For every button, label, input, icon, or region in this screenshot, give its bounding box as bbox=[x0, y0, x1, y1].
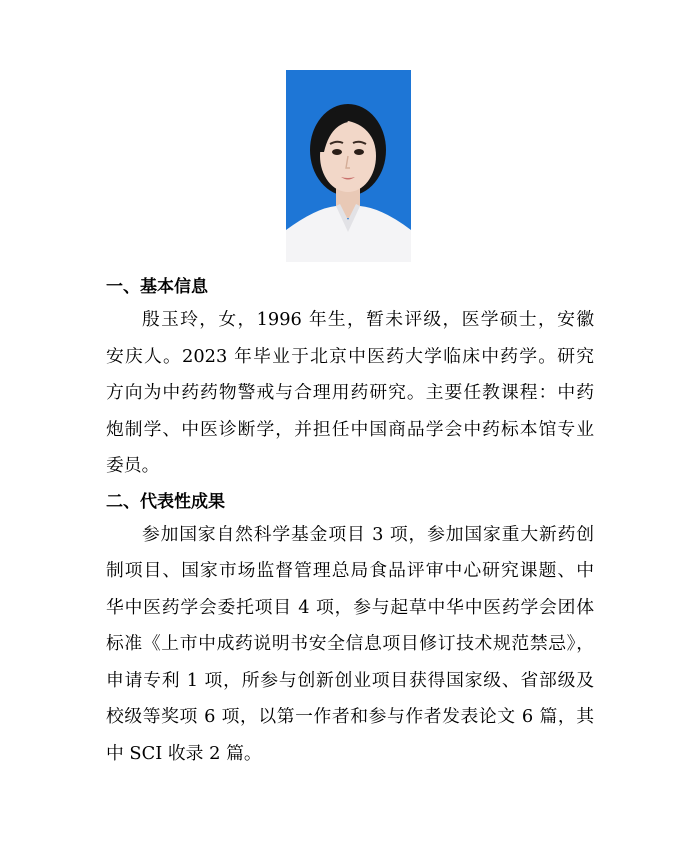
paragraph-line: 校级等奖项 6 项，以第一作者和参与作者发表论文 6 篇，其 bbox=[106, 706, 594, 727]
basic-info-paragraph bbox=[106, 302, 594, 485]
paragraph-line: 标准《上市中成药说明书安全信息项目修订技术规范禁忌》， bbox=[106, 633, 594, 654]
paragraph-line: 申请专利 1 项，所参与创新创业项目获得国家级、省部级及 bbox=[106, 669, 594, 691]
paragraph-line: 华中医药学会委托项目 4 项，参与起草中华中医药学会团体 bbox=[106, 596, 594, 618]
portrait-illustration bbox=[286, 70, 411, 262]
achievements-paragraph bbox=[106, 517, 594, 773]
paragraph-line: 炮制学、中医诊断学，并担任中国商品学会中药标本馆专业 bbox=[106, 418, 594, 440]
section-heading-achievements: 二、代表性成果 bbox=[106, 491, 225, 512]
paragraph-line: 制项目、国家市场监督管理总局食品评审中心研究课题、中 bbox=[106, 560, 594, 581]
section-heading-basic-info: 一、基本信息 bbox=[106, 277, 208, 297]
paragraph-line: 殷玉玲，女，1996 年生，暂未评级，医学硕士，安徽 bbox=[142, 309, 594, 330]
paragraph-line: 方向为中药药物警戒与合理用药研究。主要任教课程：中药 bbox=[106, 382, 594, 403]
profile-content bbox=[106, 272, 594, 772]
paragraph-line: 安庆人。2023 年毕业于北京中医药大学临床中药学。研究 bbox=[106, 345, 594, 367]
portrait-photo bbox=[286, 70, 411, 262]
paragraph-line: 参加国家自然科学基金项目 3 项，参加国家重大新药创 bbox=[142, 523, 594, 545]
paragraph-line: 委员。 bbox=[106, 455, 160, 476]
paragraph-line: 中 SCI 收录 2 篇。 bbox=[106, 742, 262, 764]
